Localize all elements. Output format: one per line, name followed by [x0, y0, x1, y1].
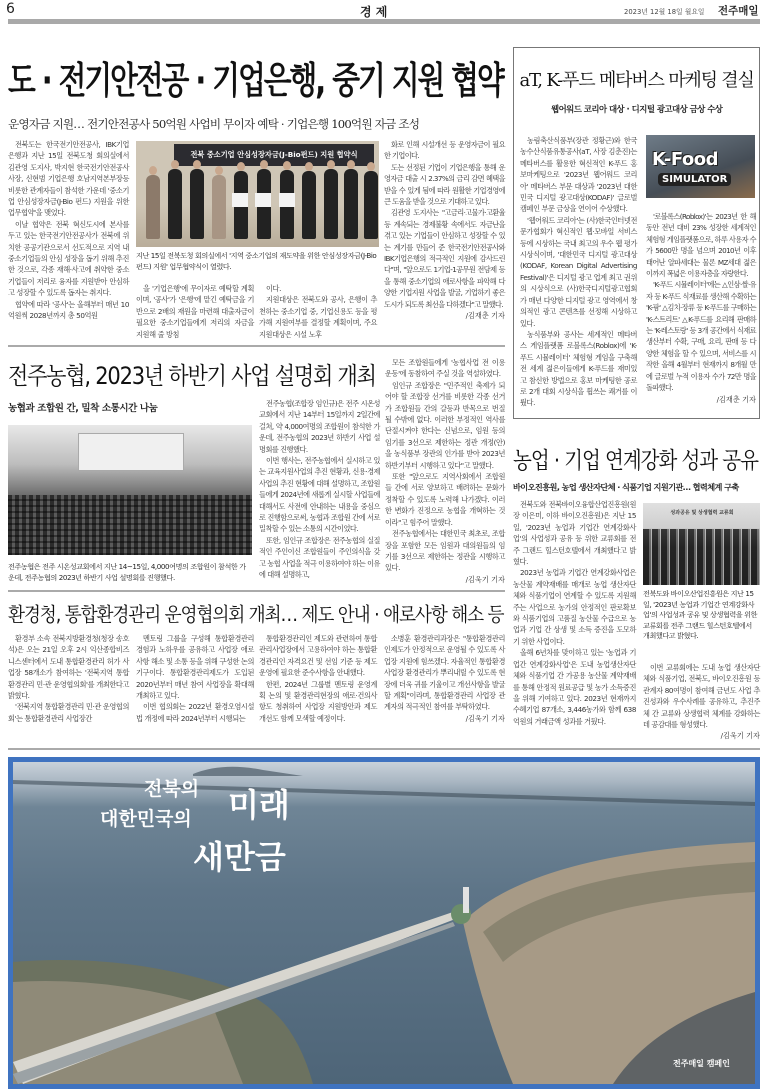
article4-photo-caption: 전북도와 바이오산업진흥원은 지난 15일, '2023년 농업과 기업간 연계강화사업'의 사업성과 공유 및 상생협력을 위한 교류회를 전주 그랜드 힐스턴호텔에서 개최했다고 밝혔다. [643, 589, 758, 641]
ad-text-line2: 대한민국의 [100, 808, 192, 830]
article1-byline: /김재춘 기자 [465, 311, 505, 321]
article1-col4 [384, 139, 505, 322]
paragraph: 통합환경관리인 제도와 관련하여 통합관리사업장에서 고용하여야 하는 통합환경관리인 자격요건 및 선임 기준 등 제도 운영에 필요한 준수사항을 안내했다. [259, 634, 377, 678]
image-logo-text: K-Food [652, 149, 719, 170]
paragraph: 또한, 임인규 조합장은 전주농협의 실질적인 주인이신 조합원들이 주인의식을 갖고 농협 사업을 적극 이용하여야 하는 이유에 대해 설명하고, [259, 535, 380, 580]
paragraph: 전주농협(조합장 임인규)은 전주 시온성교회에서 지난 14부터 15일까지 2일간에 걸쳐, 약 4,000여명의 조합원이 참석한 가운데, 전주농협의 2023년 하반기 사업 설명회를 진행했다. [259, 399, 380, 454]
paragraph: 을 '기업은행'에 무이자로 예탁할 계획이며, '공사'가 '은행'에 맡긴 예탁금을 기반으로 2배의 재원을 마련해 대출자금이 필요한 중소기업들에게 저리의 자금을 지원해 줄 방침 [136, 284, 254, 339]
article4-col2-text [643, 662, 760, 730]
article3-headline: 환경청, 통합환경관리 운영협의회 개최… 제도 안내 · 애로사항 해소 등 [8, 603, 504, 626]
paragraph: 농식품부와 공사는 세계적인 메타버스 게임플랫폼 로블록스(Roblox)에 'K-푸드 시뮬레이터' 체험형 게임을 구축해 전 세계 젊은이들에게 K-푸드를 재미있고 참신한 방법으로 홍보 마케팅한 공로로 2개 대회 시상식을 휩쓰는 쾌거를 이뤘다. [520, 329, 637, 408]
paragraph: 또한 "앞으로도 지역사회에서 조합원들 간에 서로 양보하고 배려하는 문화가 정착할 수 있도록 노력해 나가겠다. 이러한 변화가 진정으로 농협을 개혁하는 것이라"고 힘주어 말했다. [385, 472, 505, 527]
article2-col2-text [385, 357, 505, 574]
paragraph: 이번 교류회에는 도내 농업 생산자단체와 식품기업, 전북도, 바이오진흥원 등 관계자 80여명이 참여해 금년도 사업 추진성과와 우수사례를 공유하고, 추진주체 간 교류와 상생협력 체계를 강화하는데 공감대를 형성했다. [643, 663, 760, 730]
sidebox-col2 [646, 211, 756, 405]
paragraph: 이날 협약은 전북 혁신도시에 본사를 두고 있는 한국전기안전공사가 전북에 위치한 공공기관으로서 선도적으로 지역 내 중소기업들의 안심 성장을 돕기 위해 추진한 것으로, 각종 재해·사고에 취약한 중소기업들이 저리로 융자를 지원받아 안심하고 성장할 수 있도록 돕자는 취지다. [8, 219, 129, 298]
article3-col2 [136, 633, 254, 724]
article4-photo [643, 503, 760, 585]
paragraph: 전주농협에서는 대한민국 최초로, 조합장을 포함한 모든 임원과 대의원들의 임기를 3선으로 제한하는 정관을 시행하고 있다. [385, 529, 505, 573]
sidebox-col2-text [646, 211, 756, 394]
paragraph: 김관영 도지사는 "고금리·고물가·고환율 등 계속되는 경제불황 속에서도 자금난을 겪고 있는 기업들이 안심하고 성장할 수 있는 계기를 만들어 준 한국전기안전공사와 IBK기업은행의 적극적인 지원에 감사드린다"며, "앞으로도 1기업-1공무원 전담제 등을 통해 중소기업의 애로사항을 파악해 다양한 기업지원 사업을 발굴, 기업하기 좋은 도시가 되도록 최선을 다하겠다"고 말했다. [384, 208, 505, 309]
article2-col2 [385, 357, 505, 585]
paragraph: 환경부 소속 전북지방환경청(청장 송호석)은 오는 21일 오후 2시 익산종합비즈니스센터에서 도내 통합환경관리 허가 사업장 58개소가 참여하는 '전북지역 통합환경관리 민·관 운영협의회'를 개최한다고 밝혔다. [8, 634, 129, 701]
paragraph: 전북도와 전북바이오융합산업진흥원(원장 이은미, 이하 바이오진흥원)은 지난 15일, '2023년 농업과 기업간 연계강화사업'의 사업성과 공유 등 위한 교류회를 전주 그랜드 힐스턴호텔에서 개최했다고 밝혔다. [513, 500, 636, 567]
article1-col1 [8, 139, 129, 322]
article2-subheadline: 농협과 조합원 간, 밀착 소통시간 나눔 [8, 403, 158, 414]
sidebox-col1 [520, 135, 637, 409]
article2-col1 [259, 398, 380, 581]
photo-banner: 전북 중소기업 안심성장자금(J-Bio펀드) 지원 협약식 [174, 144, 374, 166]
article1-col3 [259, 283, 377, 340]
k-food-simulator-image [646, 135, 755, 198]
article2-col1-text [259, 398, 380, 581]
paragraph: 농림축산식품부(장관 정황근)와 한국농수산식품유통공사(aT, 사장 김춘진)는 메타버스를 활용한 혁신적인 K-푸드 홍보마케팅으로 '2023년 웹어워드 코리아' 메타버스 부문 대상과 '2023년 대한민국 디지털 광고대상(KODAF)' 글로벌 캠페인 부문 금상을 연이어 수상했다. [520, 136, 637, 214]
paragraph: 화로 인해 시설개선 등 운영자금이 필요한 기업이다. [384, 140, 505, 161]
paragraph: 전북도는 한국전기안전공사, IBK기업은행과 지난 15일 전북도청 회의실에서 김관영 도지사, 박지현 한국전기안전공사 사장, 신현범 기업은행 호남지역본부장등 비롯한 관계자들이 참석한 가운데 '중소기업 안심성장자금(J-Bio 펀드) 지원을 위한 업무협약'을 맺었다. [8, 140, 129, 218]
divider [8, 590, 505, 592]
article1-col2 [136, 283, 254, 340]
article4-subheadline: 바이오진흥원, 농업 생산자단체 · 식품기업 지원기관… 협력체계 구축 [513, 482, 739, 492]
article2-photo-caption: 전주농협은 전주 시온성교회에서 지난 14~15일, 4,000여명의 조합원이 참석한 가운데, 전주농협의 2023년 하반기 사업 설명회를 진행했다. [8, 562, 246, 582]
paragraph: 한편, 2024년 그룹별 멘토링 운영계획 논의 및 환경관리현장의 애로·건의사항도 청취하여 사업장 지원방안과 제도개선도 함께 모색할 예정이다. [259, 679, 377, 723]
ad-text-future: 미래 [228, 786, 290, 824]
newspaper-brand: 전주매일 [718, 5, 759, 17]
article4-byline: /김욱기 기자 [720, 731, 760, 741]
article1-col2-text [136, 283, 254, 340]
page-number: 6 [6, 1, 15, 17]
divider [8, 345, 505, 347]
sidebox-headline: aT, K-푸드 메타버스 마케팅 결실 [519, 70, 754, 91]
paragraph: 올해 6년차를 맞이하고 있는 '농업과 기업간 연계강화사업'은 도내 농업생산자단체와 식품기업 간 가공용 농산물 계약재배를 통해 안정적 원료공급 및 농가 소득증진을 위해 기여하고 있다. 2023년 현재까지 수혜기업 87개소, 3,446농가와 함께 638억원의 거래금액 성과를 거뒀다. [513, 648, 636, 726]
article1-photo [136, 141, 379, 247]
image-logo-subtext: SIMULATOR [658, 173, 731, 186]
article3-col3 [259, 633, 377, 724]
paragraph: 임인규 조합장은 "민주적인 축제가 되어야 할 조합장 선거를 비롯한 각종 선거가 조합원들 간의 갈등과 반목으로 번질 될 수밖에 없다. 이러한 부정적인 역사를 단절시켜야 한다는 신념으로, 임원 등의 임기를 3선으로 제한하는 정관 개정(안)을 농식품부 장관의 인가를 받아 2023년 하반기부터 시행하고 있다"고 말했다. [385, 380, 505, 470]
paragraph: 이번 행사는, 전주농협에서 실시하고 있는 교육지원사업의 추진 현황과, 신용·경제사업의 추진 현황에 대해 설명하고, 조합원들에게 2024년에 새롭게 실시할 사업들에 대해서도 사전에 안내하는 내용을 중심으로 진행함으로써, 농협과 조합원 간에 서로 밀착할 수 있는 소통의 시간이었다. [259, 456, 380, 534]
article2-photo [8, 425, 252, 555]
article2-byline: /김욱기 기자 [465, 574, 505, 584]
article1-subheadline: 운영자금 지원… 전기안전공사 50억원 사업비 무이자 예탁 · 기업은행 100억원 자금 조성 [8, 117, 420, 131]
section-title: 경 제 [360, 5, 388, 19]
article4-headline: 농업 · 기업 연계강화 성과 공유 [513, 448, 758, 474]
divider [8, 748, 760, 750]
article3-col1 [8, 633, 129, 724]
paragraph: 지원대상은 전북도와 공사, 은행이 추천하는 중소기업 중, 기업신용도 등을 평가해 지원여부를 결정할 계획이며, 주요 지원대상은 시설 노후 [259, 295, 377, 339]
paragraph: '웹어워드 코리아'는 (사)한국인터넷전문가협회가 혁신적인 웹·모바일 서비스 등에 시상하는 국내 최고의 우수 웹 평가 시상식이며, '대한민국 디지털 광고대상(KODAF, Korean Digital Advertising Festival)'은 디지털 광고 업계 최고 권위의 시상식으로 (사)한국디지털광고협회가 매년 다양한 디지털 광고 영역에서 창의적인 광고 콘텐츠를 선정해 시상하고 있다. [520, 215, 637, 328]
paragraph: 'K-푸드 시뮬레이터'에는 △인삼·쌀·유자 등 K-푸드 식재료를 생산해 수확하는 'K-팜' △김치·장류 등 K-푸드를 구매하는 'K-스트리트' △K-푸드를 요리해 판매하는 'K-레스토랑' 등 3개 공간에서 식재료 생산부터 수확, 구매, 요리, 판매 등 다양한 체험을 할 수 있으며, 서비스를 시작한 올해 4월부터 현재까지 8개월 만에 글로벌 누적 이용자 수가 72만 명을 돌파했다. [646, 280, 756, 393]
article3-col2-text [136, 633, 254, 724]
ad-sponsor-label: 전주매일 캠페인 [673, 1059, 730, 1068]
article1-photo-caption: 지난 15일 전북도청 회의실에서 '지역 중소기업의 재도약을 위한 안심성장자금(J-Bio 펀드) 지원' 업무협약식이 열렸다. [136, 251, 377, 271]
paragraph: 모든 조합원들에게 '농협사업 전 이용 운동'에 동참하여 주실 것을 역설하였다. [385, 358, 505, 379]
article1-col3-text [259, 283, 377, 340]
article4-col1 [513, 499, 636, 727]
article1-col4-text [384, 139, 505, 310]
paragraph: '로블록스(Roblox)'는 2023년 한 해 동안 전년 대비 23% 성장한 세계적인 체험형 게임플랫폼으로, 하루 사용자 수가 5600만 명을 넘으며 2010년 이후 태어난 알파세대는 물론 MZ세대 젊은이까지 폭넓은 이용자층을 자랑한다. [646, 212, 756, 279]
article3-col1-text [8, 633, 129, 724]
sidebox-subheadline: 웹어워드 코리아 대상 · 디지털 광고대상 금상 수상 [551, 104, 723, 114]
article3-col4 [384, 633, 505, 724]
ad-text-line1: 전북의 [144, 778, 200, 800]
paragraph: 소병훈 환경관리과장은 "통합환경관리인제도가 안정적으로 운영될 수 있도록 사업장 지원에 힘쓰겠다. 자율적인 통합환경사업장 환경관리가 뿌리내릴 수 있도록 현장에 더욱 귀를 기울이고 개선사항을 발굴할 계획"이라며, 통합환경관리 사업장 관계자의 적극적인 참여를 부탁하였다. [384, 634, 505, 712]
photo-banner: 성과공유 및 상생협력 교류회 [670, 510, 734, 516]
saemangeum-campaign-ad [8, 757, 760, 1089]
paragraph: 2023년 농업과 기업간 연계강화사업은 농산물 계약재배를 매개로 농업 생산자단체와 식품기업이 연계할 수 있도록 지원해 주는 사업으로 농가의 안정적인 판로확보와 식품기업의 고품질 농산물 수급으로 농업과 기업 간 상생 및 소득 증진을 도모하기 위한 사업이다. [513, 568, 636, 646]
sidebox-col1-text [520, 135, 637, 409]
paragraph: 협약에 따라 '공사'는 올해부터 매년 10억원씩 2028년까지 총 50억원 [8, 299, 129, 321]
paragraph: 도는 선정된 기업이 기업은행을 통해 운영자금 대출 시 2.37%의 금리 감면 혜택을 받을 수 있게 됨에 따라 원활한 기업경영에 큰 도움을 받을 것으로 기대하고 있다. [384, 162, 505, 207]
article4-col2 [643, 662, 760, 742]
article1-col1-text [8, 139, 129, 322]
article1-headline: 도 · 전기안전공 · 기업은행, 중기 지원 협약 [8, 59, 503, 102]
article3-col3-text [259, 633, 377, 724]
paragraph: 이다. [266, 284, 281, 293]
header-rule [8, 19, 760, 24]
article2-headline: 전주농협, 2023년 하반기 사업 설명회 개최 [8, 362, 376, 390]
article3-byline: /김욱기 기자 [465, 713, 505, 723]
paragraph: 멘토링 그룹을 구성해 통합환경관리 경험과 노하우를 공유하고 사업장 애로사항 해소 및 소통 등을 위해 구성한 논의기구이다. 통합환경관리제도가 도입된 2020년부터 매년 참여 사업장을 확대해 개최하고 있다. [136, 634, 254, 701]
paragraph: 이번 협의회는 2022년 환경오염시설법 개정에 따라 2024년부터 시행되는 [136, 702, 254, 723]
article3-col4-text [384, 633, 505, 713]
paragraph: '전북지역 통합환경관리 민·관 운영협의회'는 통합환경관리 사업장간 [8, 702, 129, 723]
ad-text-saemangeum: 새만금 [193, 838, 286, 876]
issue-date: 2023년 12월 18일 월요일 [624, 8, 705, 16]
article4-col1-text [513, 499, 636, 727]
sidebox-byline: /김재춘 기자 [716, 394, 756, 404]
